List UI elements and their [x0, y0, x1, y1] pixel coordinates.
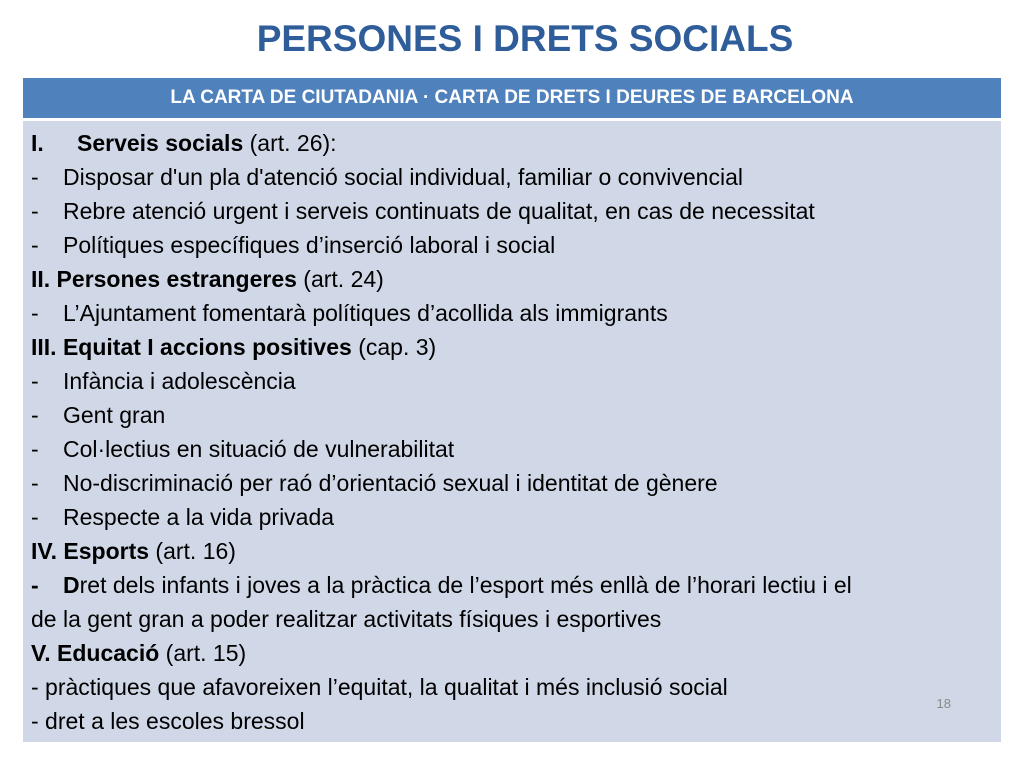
section-reference: (art. 26): — [243, 130, 337, 156]
bullet-dash: - — [31, 402, 39, 428]
section-heading-educacio — [31, 636, 1001, 670]
list-item — [31, 568, 1001, 602]
bullet-dash: - — [31, 198, 39, 224]
section-title: IV. Esports — [31, 538, 150, 564]
table-body — [23, 121, 1001, 738]
list-item — [31, 432, 1001, 466]
list-item-text: No-discriminació per raó d’orientació sexual i identitat de gènere — [63, 470, 718, 496]
list-item — [31, 500, 1001, 534]
list-item-text: L’Ajuntament fomentarà polítiques d’acollida als immigrants — [63, 300, 668, 326]
table-header: LA CARTA DE CIUTADANIA · CARTA DE DRETS I DEURES DE BARCELONA — [23, 78, 1001, 121]
bullet-dash: - — [31, 436, 39, 462]
section-heading-esports — [31, 534, 1001, 568]
bullet-dash: - — [31, 164, 39, 190]
list-item-text: ret dels infants i joves a la pràctica de l’esport més enllà de l’horari lectiu i el — [79, 572, 852, 598]
bullet-dash: - — [31, 572, 39, 598]
section-heading-equitat — [31, 330, 1001, 364]
list-item-text: Infància i adolescència — [63, 368, 296, 394]
list-item — [31, 398, 1001, 432]
bullet-dash: - — [31, 368, 39, 394]
list-item — [31, 466, 1001, 500]
list-item — [31, 364, 1001, 398]
section-heading-persones-estrangeres — [31, 262, 1001, 296]
list-item-text: Polítiques específiques d’inserció laboral i social — [63, 232, 556, 258]
list-item — [31, 296, 1001, 330]
list-item-initial: D — [63, 572, 80, 598]
section-title: II. Persones estrangeres — [31, 266, 297, 292]
list-item-continuation: de la gent gran a poder realitzar activitats físiques i esportives — [31, 606, 662, 632]
list-item — [31, 228, 1001, 262]
content-table — [22, 77, 1002, 743]
page-number: 18 — [936, 696, 951, 711]
section-title: III. Equitat I accions positives — [31, 334, 352, 360]
section-heading-serveis-socials — [31, 126, 1001, 160]
section-number: I. — [31, 130, 44, 156]
bullet-dash: - — [31, 232, 39, 258]
list-item: - dret a les escoles bressol — [31, 708, 305, 734]
section-title: Serveis socials — [77, 130, 244, 156]
list-item-text: Gent gran — [63, 402, 166, 428]
bullet-dash: - — [31, 300, 39, 326]
bullet-dash: - — [31, 504, 39, 530]
list-item-text: Disposar d'un pla d'atenció social individual, familiar o convivencial — [63, 164, 743, 190]
section-reference: (cap. 3) — [351, 334, 437, 360]
list-item-text: Rebre atenció urgent i serveis continuats de qualitat, en cas de necessitat — [63, 198, 815, 224]
section-reference: (art. 24) — [296, 266, 384, 292]
section-reference: (art. 16) — [149, 538, 236, 564]
section-reference: (art. 15) — [159, 640, 247, 666]
section-title: V. Educació — [31, 640, 160, 666]
slide-title: PERSONES I DRETS SOCIALS — [256, 18, 794, 59]
list-item-text: Col·lectius en situació de vulnerabilitat — [63, 436, 455, 462]
list-item — [31, 194, 1001, 228]
list-item: - pràctiques que afavoreixen l’equitat, la qualitat i més inclusió social — [31, 674, 728, 700]
bullet-dash: - — [31, 470, 39, 496]
list-item — [31, 160, 1001, 194]
list-item-text: Respecte a la vida privada — [63, 504, 335, 530]
